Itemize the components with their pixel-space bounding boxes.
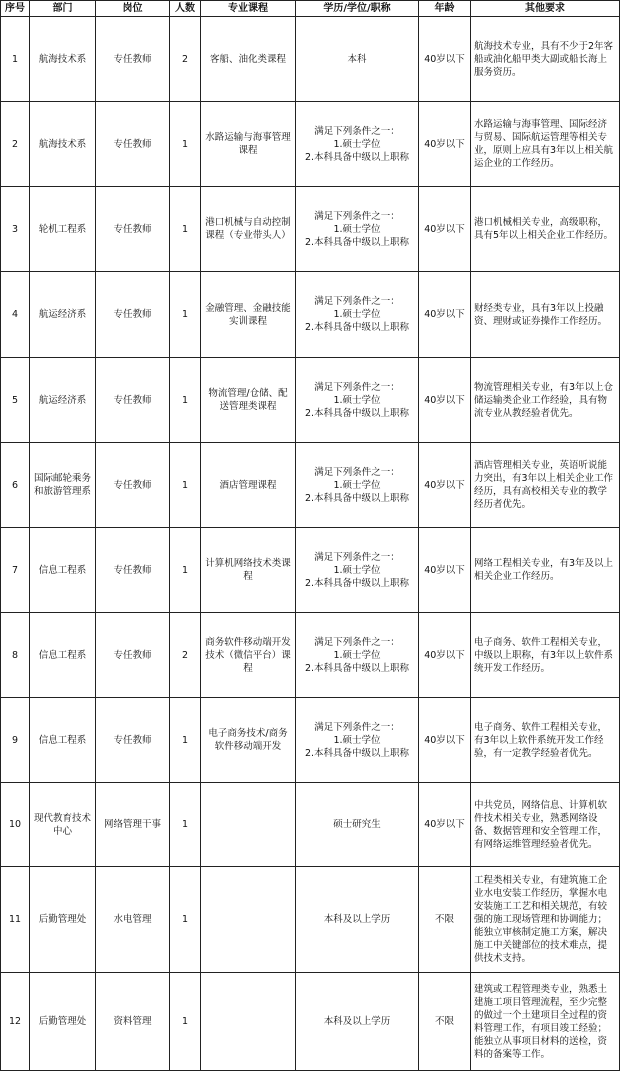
table-row [1, 528, 620, 613]
cell-age: 40岁以下 [419, 613, 471, 698]
cell-post: 专任教师 [96, 613, 170, 698]
cell-dept: 航海技术系 [30, 17, 96, 102]
cell-seq: 1 [1, 17, 30, 102]
cell-count: 1 [170, 443, 201, 528]
cell-seq: 4 [1, 272, 30, 358]
cell-post: 水电管理 [96, 867, 170, 973]
cell-req: 电子商务、软件工程相关专业，有3年以上软件系统开发工作经验，有一定教学经验者优先。 [471, 698, 620, 783]
header-seq: 序号 [1, 1, 30, 17]
cell-seq: 2 [1, 102, 30, 187]
cell-course [201, 783, 296, 867]
cell-course: 客船、油化类课程 [201, 17, 296, 102]
header-age: 年龄 [419, 1, 471, 17]
cell-age: 40岁以下 [419, 17, 471, 102]
header-course: 专业课程 [201, 1, 296, 17]
cell-seq: 12 [1, 973, 30, 1071]
cell-age: 40岁以下 [419, 528, 471, 613]
cell-course [201, 867, 296, 973]
cell-dept: 航海技术系 [30, 102, 96, 187]
cell-post: 资料管理 [96, 973, 170, 1071]
cell-seq: 6 [1, 443, 30, 528]
table-row [1, 783, 620, 867]
header-edu: 学历/学位/职称 [296, 1, 419, 17]
cell-req: 中共党员，网络信息、计算机软件技术相关专业，熟悉网络设备、数据管理和安全管理工作，有网络运维管理经验者优先。 [471, 783, 620, 867]
cell-post: 网络管理干事 [96, 783, 170, 867]
cell-post: 专任教师 [96, 358, 170, 443]
cell-req: 网络工程相关专业，有3年及以上相关企业工作经历。 [471, 528, 620, 613]
cell-count: 1 [170, 358, 201, 443]
cell-post: 专任教师 [96, 698, 170, 783]
cell-dept: 轮机工程系 [30, 187, 96, 272]
cell-seq: 10 [1, 783, 30, 867]
cell-post: 专任教师 [96, 443, 170, 528]
cell-edu: 本科及以上学历 [296, 973, 419, 1071]
cell-req: 建筑或工程管理类专业，熟悉土建施工项目管理流程，至少完整的做过一个土建项目全过程的资料管理工作，有项目竣工经验；能独立从事项目材料的送检，资料的备案等工作。 [471, 973, 620, 1071]
cell-seq: 9 [1, 698, 30, 783]
cell-course [201, 973, 296, 1071]
cell-dept: 后勤管理处 [30, 867, 96, 973]
cell-seq: 7 [1, 528, 30, 613]
cell-age: 40岁以下 [419, 358, 471, 443]
cell-dept: 后勤管理处 [30, 973, 96, 1071]
cell-count: 1 [170, 973, 201, 1071]
cell-post: 专任教师 [96, 102, 170, 187]
table-row [1, 698, 620, 783]
cell-course: 商务软件移动端开发技术（微信平台）课程 [201, 613, 296, 698]
table-row [1, 102, 620, 187]
cell-edu: 满足下列条件之一： 1.硕士学位 2.本科具备中级以上职称 [296, 613, 419, 698]
cell-course: 水路运输与海事管理课程 [201, 102, 296, 187]
cell-edu: 硕士研究生 [296, 783, 419, 867]
cell-age: 不限 [419, 867, 471, 973]
header-row [1, 1, 620, 17]
table-row [1, 358, 620, 443]
cell-req: 财经类专业，具有3年以上投融资、理财或证券操作工作经历。 [471, 272, 620, 358]
cell-count: 2 [170, 613, 201, 698]
cell-seq: 8 [1, 613, 30, 698]
cell-dept: 国际邮轮乘务和旅游管理系 [30, 443, 96, 528]
cell-dept: 信息工程系 [30, 528, 96, 613]
cell-count: 1 [170, 867, 201, 973]
cell-count: 1 [170, 187, 201, 272]
cell-edu: 满足下列条件之一： 1.硕士学位 2.本科具备中级以上职称 [296, 528, 419, 613]
cell-seq: 11 [1, 867, 30, 973]
cell-dept: 现代教育技术中心 [30, 783, 96, 867]
table-row [1, 613, 620, 698]
cell-age: 不限 [419, 973, 471, 1071]
header-post: 岗位 [96, 1, 170, 17]
cell-req: 物流管理相关专业，有3年以上仓储运输类企业工作经验，具有物流专业从教经验者优先。 [471, 358, 620, 443]
cell-edu: 本科及以上学历 [296, 867, 419, 973]
cell-dept: 航运经济系 [30, 358, 96, 443]
cell-course: 金融管理、金融技能实训课程 [201, 272, 296, 358]
header-dept: 部门 [30, 1, 96, 17]
cell-course: 电子商务技术/商务软件移动端开发 [201, 698, 296, 783]
cell-count: 1 [170, 528, 201, 613]
cell-post: 专任教师 [96, 272, 170, 358]
cell-edu: 满足下列条件之一： 1.硕士学位 2.本科具备中级以上职称 [296, 187, 419, 272]
cell-req: 酒店管理相关专业，英语听说能力突出，有3年以上相关企业工作经历，具有高校相关专业的教学经历者优先。 [471, 443, 620, 528]
cell-seq: 5 [1, 358, 30, 443]
cell-edu: 满足下列条件之一： 1.硕士学位 2.本科具备中级以上职称 [296, 102, 419, 187]
cell-age: 40岁以下 [419, 443, 471, 528]
cell-dept: 航运经济系 [30, 272, 96, 358]
cell-dept: 信息工程系 [30, 613, 96, 698]
cell-edu: 满足下列条件之一： 1.硕士学位 2.本科具备中级以上职称 [296, 698, 419, 783]
cell-age: 40岁以下 [419, 698, 471, 783]
cell-course: 物流管理/仓储、配送管理类课程 [201, 358, 296, 443]
cell-course: 港口机械与自动控制课程（专业带头人） [201, 187, 296, 272]
table-row [1, 867, 620, 973]
cell-age: 40岁以下 [419, 272, 471, 358]
table-row [1, 17, 620, 102]
cell-edu: 满足下列条件之一： 1.硕士学位 2.本科具备中级以上职称 [296, 272, 419, 358]
cell-age: 40岁以下 [419, 102, 471, 187]
table-row [1, 973, 620, 1071]
cell-age: 40岁以下 [419, 783, 471, 867]
cell-req: 水路运输与海事管理、国际经济与贸易、国际航运管理等相关专业，原则上应具有3年以上相关航运企业的工作经历。 [471, 102, 620, 187]
cell-req: 航海技术专业，具有不少于2年客船或油化船甲类大副或船长海上服务资历。 [471, 17, 620, 102]
table-row [1, 187, 620, 272]
cell-count: 2 [170, 17, 201, 102]
cell-dept: 信息工程系 [30, 698, 96, 783]
cell-age: 40岁以下 [419, 187, 471, 272]
table-row [1, 443, 620, 528]
cell-course: 计算机网络技术类课程 [201, 528, 296, 613]
table-row [1, 272, 620, 358]
cell-edu: 满足下列条件之一： 1.硕士学位 2.本科具备中级以上职称 [296, 358, 419, 443]
cell-post: 专任教师 [96, 17, 170, 102]
header-count: 人数 [170, 1, 201, 17]
cell-count: 1 [170, 272, 201, 358]
cell-req: 港口机械相关专业，高级职称，具有5年以上相关企业工作经历。 [471, 187, 620, 272]
cell-post: 专任教师 [96, 528, 170, 613]
cell-count: 1 [170, 698, 201, 783]
header-req: 其他要求 [471, 1, 620, 17]
cell-edu: 本科 [296, 17, 419, 102]
cell-count: 1 [170, 102, 201, 187]
cell-seq: 3 [1, 187, 30, 272]
cell-course: 酒店管理课程 [201, 443, 296, 528]
cell-post: 专任教师 [96, 187, 170, 272]
cell-count: 1 [170, 783, 201, 867]
cell-req: 电子商务、软件工程相关专业，中级以上职称，有3年以上软件系统开发工作经历。 [471, 613, 620, 698]
cell-edu: 满足下列条件之一： 1.硕士学位 2.本科具备中级以上职称 [296, 443, 419, 528]
cell-req: 工程类相关专业，有建筑施工企业水电安装工作经历，掌握水电安装施工工艺和相关规范，有较强的施工现场管理和协调能力；能独立审核制定施工方案，解决施工中关键部位的技术难点，提供技术支持。 [471, 867, 620, 973]
